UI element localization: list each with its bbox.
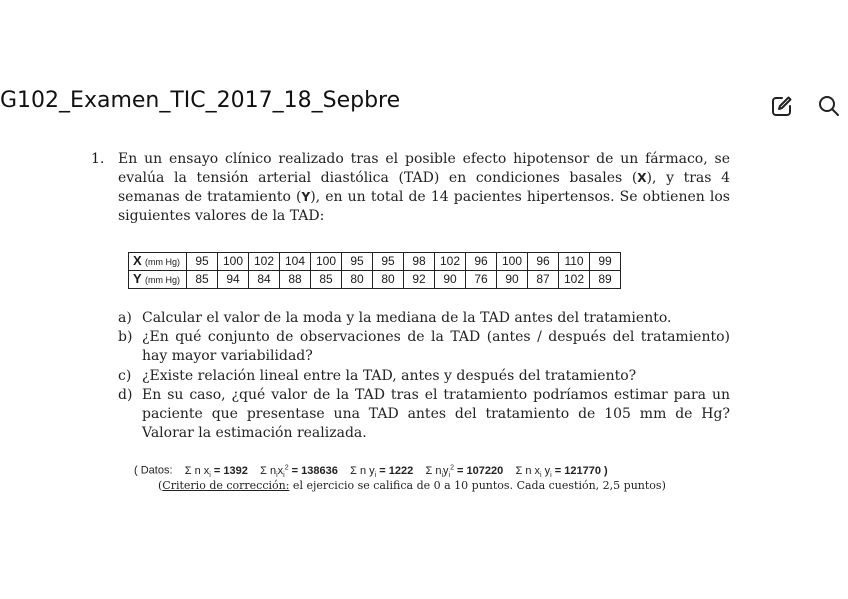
table-cell: 95 bbox=[373, 253, 404, 271]
document-title: G102_Examen_TIC_2017_18_Sepbre bbox=[0, 88, 401, 113]
table-cell: 89 bbox=[590, 271, 621, 289]
table-cell: 85 bbox=[311, 271, 342, 289]
table-cell: 94 bbox=[218, 271, 249, 289]
sum-y2: Σ $n_iy_i^2 = 107220$ bbox=[425, 464, 504, 479]
row-header: Y (mm Hg) bbox=[129, 271, 187, 289]
question-text-part1: En un ensayo clínico realizado tras el posible efecto hipotensor de un fármaco, se evalúa la tensión arterial diastólica (TAD) en condiciones basales ( bbox=[118, 151, 730, 186]
subquestion-text: ¿Existe relación lineal entre la TAD, antes y después del tratamiento? bbox=[142, 368, 637, 384]
subquestion-text: ¿En qué conjunto de observaciones de la TAD (antes / después del tratamiento) hay mayor variabilidad? bbox=[142, 329, 730, 364]
table-cell: 92 bbox=[404, 271, 435, 289]
table-row bbox=[129, 253, 621, 271]
sum-y: Σ n $y_i = 1222$ bbox=[350, 464, 414, 479]
table-cell: 98 bbox=[404, 253, 435, 271]
table-row bbox=[129, 271, 621, 289]
table-cell: 104 bbox=[280, 253, 311, 271]
question-number: 1. bbox=[91, 151, 105, 167]
sum-x2: Σ $n_ix_i^2 = 138636$ bbox=[260, 464, 338, 479]
subquestion-text: Calcular el valor de la moda y la mediana de la TAD antes del tratamiento. bbox=[142, 310, 672, 326]
table-cell: 95 bbox=[187, 253, 218, 271]
search-icon[interactable] bbox=[817, 94, 841, 118]
question-text-part3: ), en un total de 14 pacientes hipertensos. Se obtienen los siguientes valores de la TAD: bbox=[118, 189, 730, 224]
subquestion-label: d) bbox=[118, 387, 133, 403]
table-cell: 100 bbox=[497, 253, 528, 271]
x-symbol: X bbox=[637, 171, 647, 185]
subquestion-label: a) bbox=[118, 310, 132, 326]
subquestion-label: c) bbox=[118, 368, 132, 384]
table-cell: 87 bbox=[528, 271, 559, 289]
y-symbol: Y bbox=[301, 190, 311, 204]
table-cell: 100 bbox=[218, 253, 249, 271]
question-text-part2: ), y tras 4 semanas de tratamiento ( bbox=[118, 170, 730, 205]
criterio-text: el ejercicio se califica de 0 a 10 puntos. Cada cuestión, 2,5 puntos) bbox=[289, 479, 666, 492]
criterio-line: (Criterio de corrección: el ejercicio se califica de 0 a 10 puntos. Cada cuestión, 2,5 puntos) bbox=[158, 479, 666, 492]
table-cell: 102 bbox=[435, 253, 466, 271]
table-cell: 110 bbox=[559, 253, 590, 271]
table-cell: 96 bbox=[528, 253, 559, 271]
document-header bbox=[0, 88, 848, 128]
table-cell: 99 bbox=[590, 253, 621, 271]
table-cell: 88 bbox=[280, 271, 311, 289]
table-cell: 90 bbox=[435, 271, 466, 289]
table-cell: 96 bbox=[466, 253, 497, 271]
criterio-label: Criterio de corrección: bbox=[162, 479, 290, 492]
table-cell: 76 bbox=[466, 271, 497, 289]
table-cell: 102 bbox=[559, 271, 590, 289]
row-header: X (mm Hg) bbox=[129, 253, 187, 271]
table-cell: 95 bbox=[342, 253, 373, 271]
table-cell: 84 bbox=[249, 271, 280, 289]
sum-xy: Σ n $x_i$ $y_i = 121770$ ) bbox=[515, 464, 608, 479]
table-cell: 102 bbox=[249, 253, 280, 271]
table-cell: 80 bbox=[342, 271, 373, 289]
subquestion-label: b) bbox=[118, 329, 133, 345]
table-cell: 85 bbox=[187, 271, 218, 289]
datos-line bbox=[134, 464, 734, 479]
table-cell: 80 bbox=[373, 271, 404, 289]
table-cell: 100 bbox=[311, 253, 342, 271]
datos-prefix: ( Datos: bbox=[134, 464, 173, 477]
subquestion-text: En su caso, ¿qué valor de la TAD tras el tratamiento podríamos estimar para un paciente que presentase una TAD antes del tratamiento de 105 mm de Hg? Valorar la estimación realizada. bbox=[142, 387, 730, 441]
table-cell: 90 bbox=[497, 271, 528, 289]
data-table bbox=[128, 252, 621, 289]
question-text bbox=[118, 150, 730, 226]
edit-icon[interactable] bbox=[770, 94, 794, 118]
sum-x: Σ n $x_i = 1392$ bbox=[184, 464, 248, 479]
